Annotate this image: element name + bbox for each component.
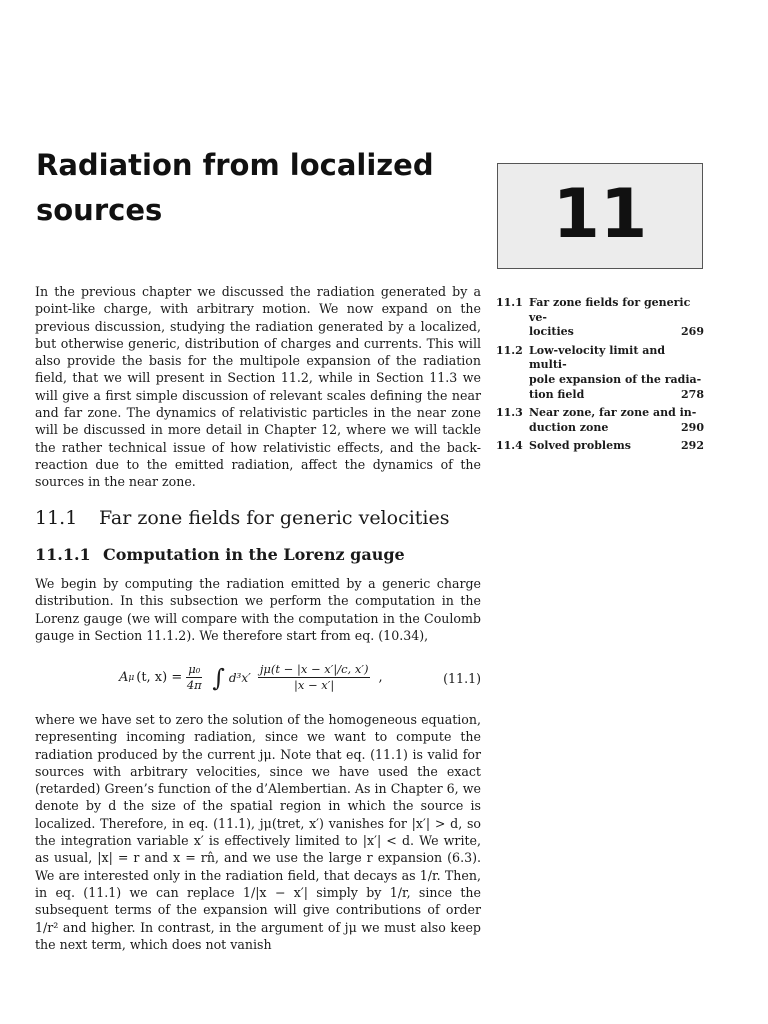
- chapter-title-line-2: sources: [36, 193, 163, 227]
- toc-item-title: Near zone, far zone and in- duction zone: [529, 406, 697, 434]
- chapter-toc: [496, 296, 704, 458]
- equation-lhs: A: [119, 670, 129, 685]
- integral-sign: ∫: [212, 663, 225, 692]
- intro-paragraph: In the previous chapter we discussed the radiation generated by a point-like charge, with arbitrary motion. We now expand on the previous discussion, studying the radiation generated by a localized, but otherwise generic, distribution of charges and currents. This will also provide the basis for the multipole expansion of the radiation field, that we will present in Section 11.2, while in Section 11.3 we will give a first simple discussion of relevant scales defining the near and far zone. The dynamics of relativistic particles in the near zone will be discussed in more detail in Chapter 12, where we will tackle the rather technical issue of how relativistic effects, and the back-reaction due to the emitted radiation, affect the dynamics of the sources in the near zone.: [35, 284, 481, 490]
- toc-item-number: 11.1: [496, 296, 523, 309]
- chapter-title-line-1: Radiation from localized: [36, 148, 434, 182]
- toc-item-page: 292: [681, 439, 704, 453]
- toc-item[interactable]: [496, 406, 704, 435]
- toc-item-number: 11.3: [496, 406, 523, 420]
- body-paragraph: where we have set to zero the solution of the homogeneous equation, representing incoming radiation, since we want to compute the radiation produced by the current jμ. Note that eq. (11.1) is valid for sources with arbitrary velocities, since we have used the exact (retarded) Green’s function of the d’Alembertian. As in Chapter 6, we denote by d the size of the spatial region in which the source is localized. Therefore, in eq. (11.1), jμ(tret, x′) vanishes for |x′| > d, so the integration variable x′ is effectively limited to |x′| < d. We write, as usual, |x| = r and x = rn̂, and we use the large r expansion (6.3). We are interested only in the radiation field, that decays as 1/r. Then, in eq. (11.1) we can replace 1/|x − x′| simply by 1/r, since the subsequent terms of the expansion will give contributions of order 1/r² and higher. In contrast, in the argument of jμ we must also keep the next term, which does not vanish: [35, 712, 481, 952]
- toc-item-page: 278: [681, 387, 704, 401]
- toc-item-title: Far zone fields for generic ve- locities: [529, 296, 691, 339]
- toc-item[interactable]: [496, 439, 704, 454]
- equation-label: (11.1): [443, 671, 481, 686]
- equation-trailing-comma: ,: [378, 670, 383, 685]
- toc-item-page: 290: [681, 420, 704, 434]
- fraction-denominator: |x − x′|: [294, 678, 335, 692]
- equation-fraction-current: [258, 662, 371, 693]
- chapter-number-box: [497, 163, 703, 269]
- subsection-heading: [35, 545, 481, 565]
- equation-fraction-mu0: [186, 662, 202, 693]
- toc-item-number: 11.4: [496, 439, 523, 453]
- toc-item-title: Low-velocity limit and multi- pole expansion of the radia- tion field: [529, 343, 702, 401]
- toc-item-number: 11.2: [496, 343, 523, 357]
- chapter-number: 11: [552, 175, 648, 254]
- subsection-number: 11.1.1: [35, 545, 91, 564]
- fraction-denominator: 4π: [186, 678, 202, 692]
- equation-body: [119, 662, 383, 693]
- toc-item[interactable]: [496, 296, 704, 340]
- toc-item[interactable]: [496, 344, 704, 402]
- fraction-numerator: μ₀: [188, 662, 201, 676]
- section-number: 11.1: [35, 507, 78, 529]
- toc-item-title: Solved problems: [529, 439, 631, 453]
- equation-lhs-superscript: μ: [128, 672, 135, 683]
- equation-lhs-args: (t, x) =: [136, 670, 183, 685]
- toc-item-page: 269: [681, 325, 704, 339]
- chapter-title: [36, 143, 476, 233]
- subsection-title: Computation in the Lorenz gauge: [103, 545, 405, 564]
- section-heading: [35, 506, 481, 530]
- equation-11-1: [35, 662, 481, 702]
- section-title: Far zone fields for generic velocities: [99, 507, 450, 529]
- fraction-numerator: jμ(t − |x − x′|/c, x′): [259, 662, 369, 676]
- body-paragraph: We begin by computing the radiation emitted by a generic charge distribution. In this subsection we perform the computation in the Lorenz gauge (we will compare with the computation in the Coulomb gauge in Section 11.1.2). We therefore start from eq. (10.34),: [35, 576, 481, 643]
- integration-measure: d³x′: [228, 670, 251, 685]
